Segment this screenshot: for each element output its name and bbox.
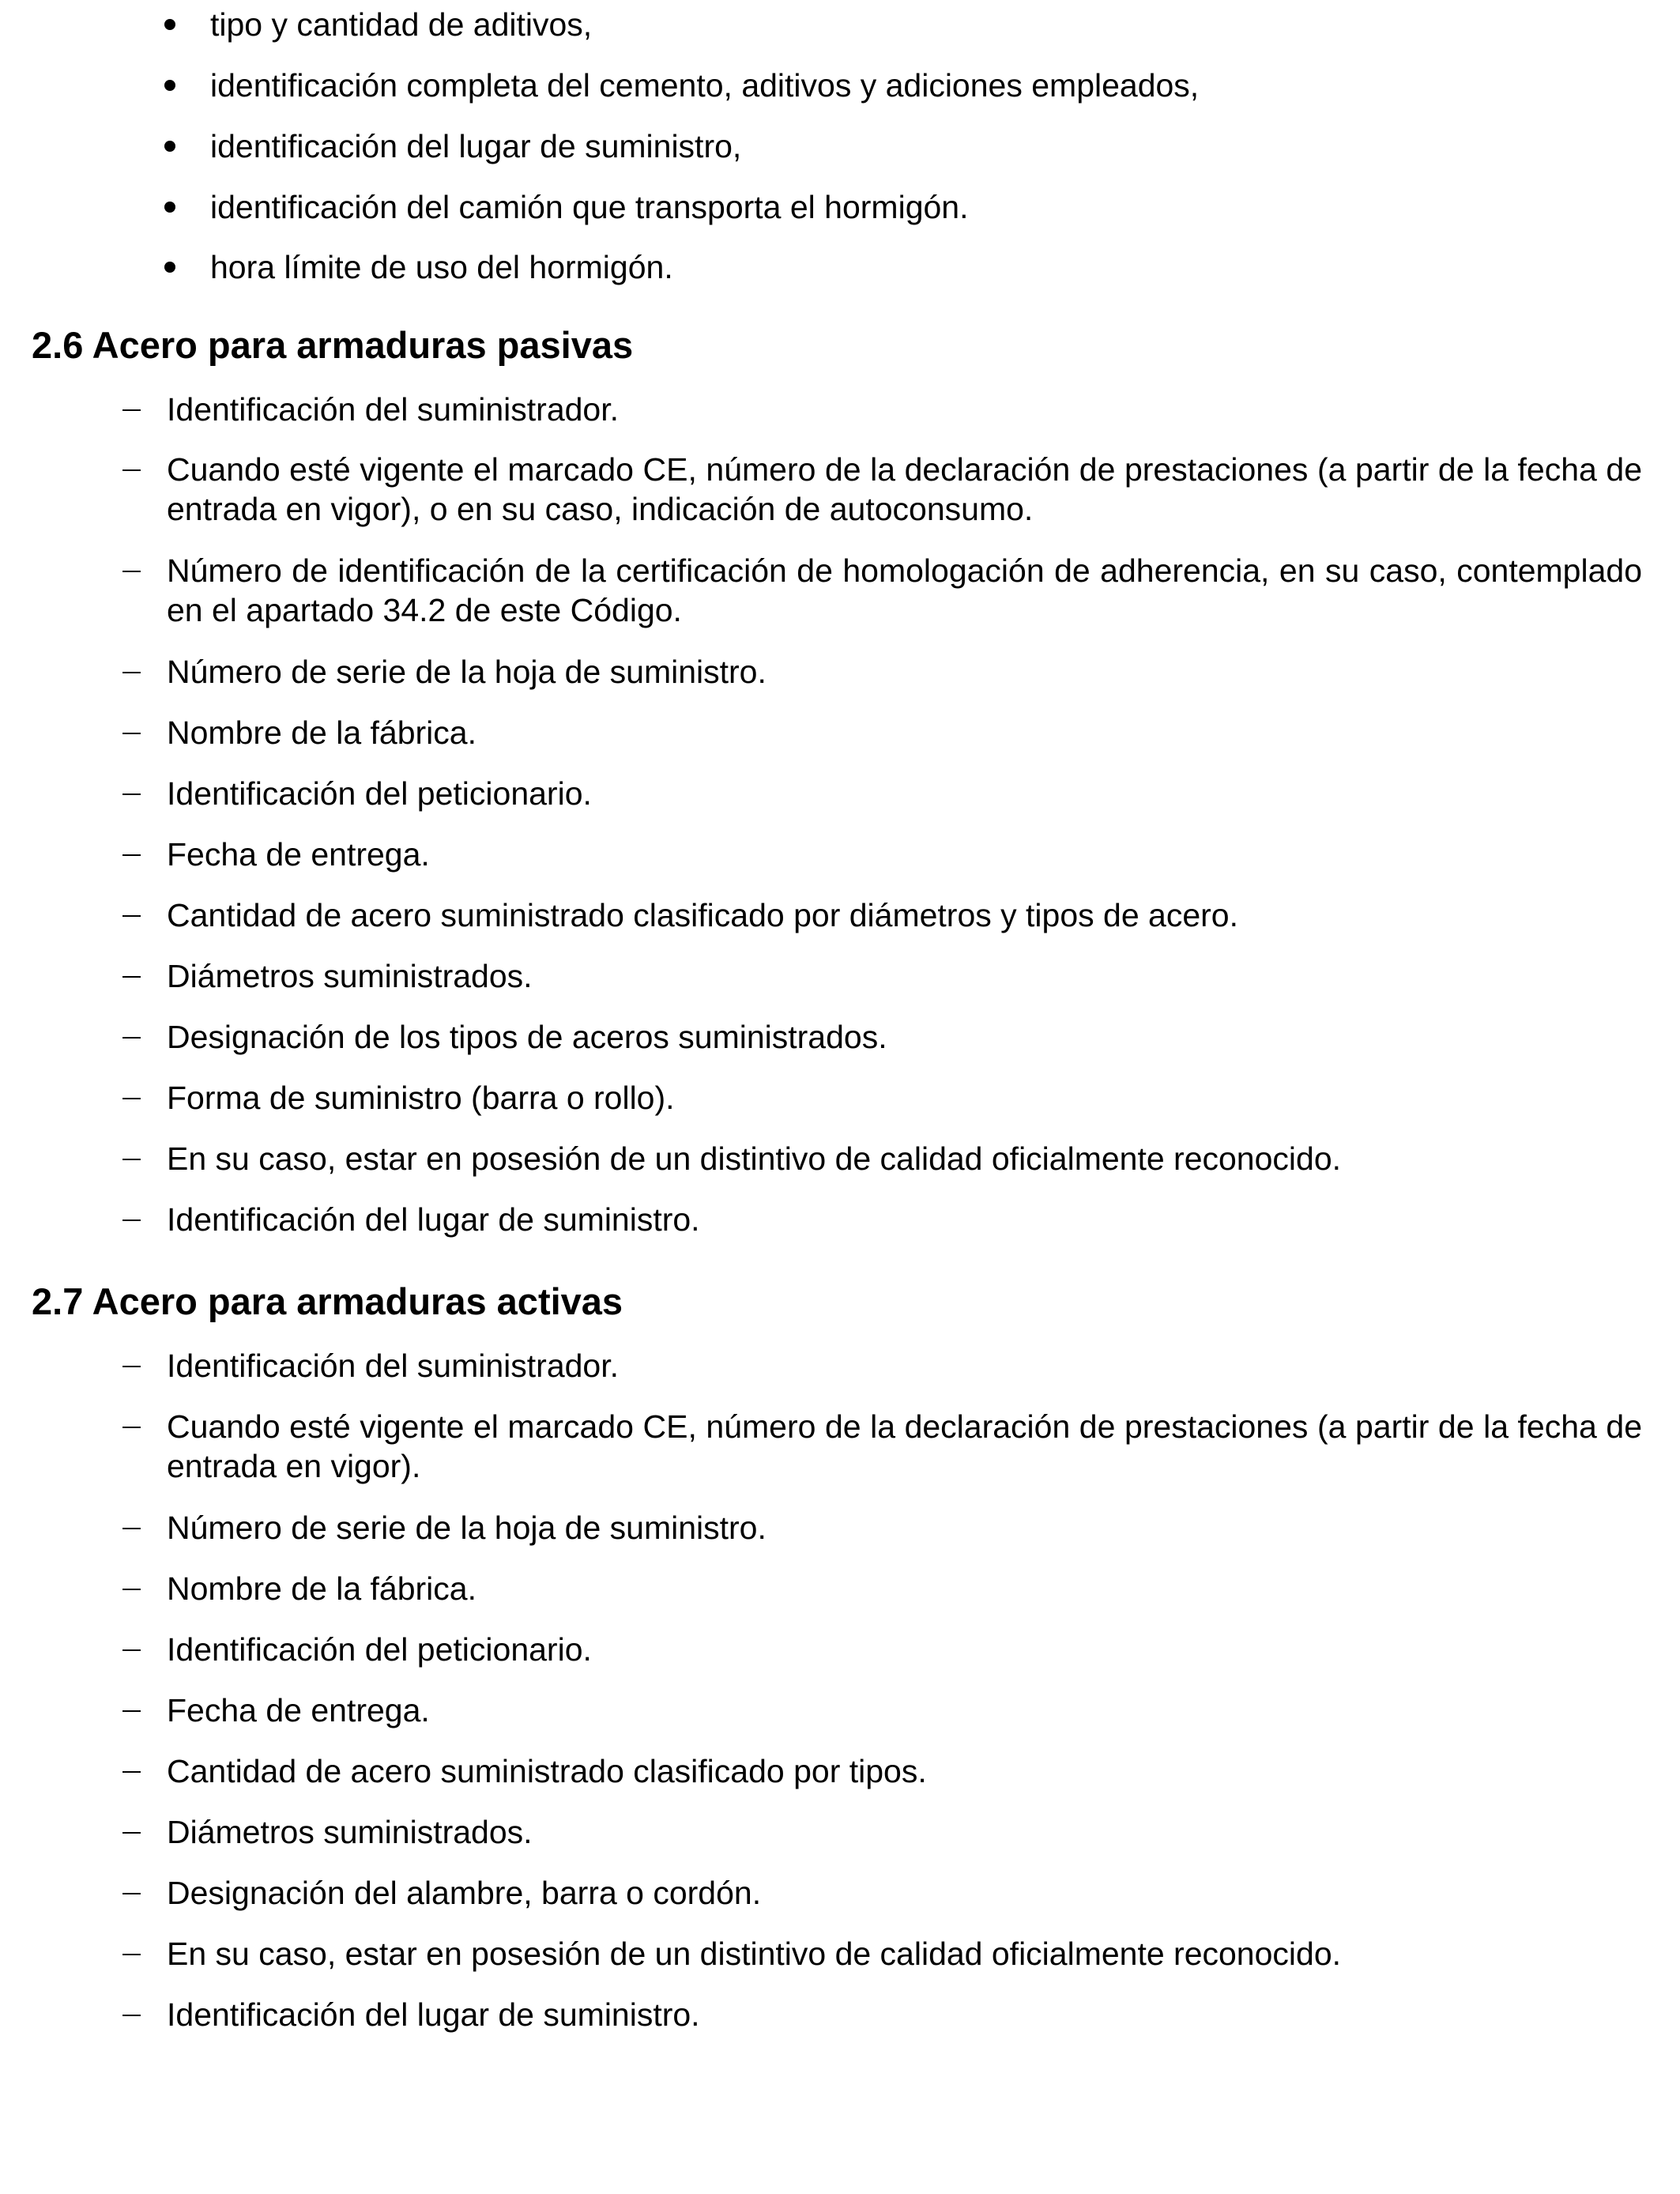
list-item-text: Identificación del lugar de suministro.: [167, 1201, 700, 1238]
dash-icon: [122, 794, 141, 795]
dash-icon: [122, 409, 141, 411]
section-heading: 2.6 Acero para armaduras pasivas: [32, 324, 634, 366]
bullet-icon: [164, 19, 175, 30]
list-item-text: Diámetros suministrados.: [167, 1814, 533, 1850]
list-item-text: En su caso, estar en posesión de un distintivo de calidad oficialmente reconocido.: [167, 1936, 1342, 1972]
dash-icon: [122, 1832, 141, 1834]
dash-icon: [122, 1037, 141, 1039]
dash-icon: [122, 1427, 141, 1428]
list-item-text: identificación completa del cemento, aditivos y adiciones empleados,: [210, 67, 1200, 104]
list-item-text: Identificación del lugar de suministro.: [167, 1996, 700, 2033]
list-item-text: tipo y cantidad de aditivos,: [210, 6, 593, 43]
dash-icon: [122, 1098, 141, 1099]
list-item-text: Designación de los tipos de aceros suministrados.: [167, 1019, 887, 1055]
section-heading: 2.7 Acero para armaduras activas: [32, 1280, 623, 1322]
dash-icon: [122, 915, 141, 917]
dash-icon: [122, 1589, 141, 1590]
dash-icon: [122, 1710, 141, 1712]
list-item-text: Nombre de la fábrica.: [167, 714, 477, 751]
list-item-text: Forma de suministro (barra o rollo).: [167, 1080, 675, 1116]
bullet-icon: [164, 80, 175, 91]
dash-icon: [122, 672, 141, 673]
dash-icon: [122, 976, 141, 978]
dash-icon: [122, 1220, 141, 1221]
dash-icon: [122, 733, 141, 734]
dash-icon: [122, 571, 141, 572]
list-item: [0, 126, 1659, 166]
list-item-text: Designación del alambre, barra o cordón.: [167, 1875, 762, 1911]
list-item-text: hora límite de uso del hormigón.: [210, 249, 673, 285]
list-item-text: Fecha de entrega.: [167, 836, 430, 873]
dash-icon: [122, 1771, 141, 1773]
list-item-text: Identificación del suministrador.: [167, 1348, 620, 1384]
bullet-icon: [164, 262, 175, 273]
list-item: [0, 66, 1659, 105]
bullet-icon: [164, 141, 175, 152]
dash-icon: [122, 2015, 141, 2016]
list-item-text: Número de identificación de la certificación de homologación de adherencia, en su caso, contemplado en el apartado 34.2 de este Código.: [167, 552, 1642, 628]
list-item-text: Identificación del peticionario.: [167, 1631, 592, 1668]
list-item: [0, 247, 1659, 287]
list-item-text: Cuando esté vigente el marcado CE, número de la declaración de prestaciones (a partir de la fecha de entrada en vigor).: [167, 1408, 1642, 1484]
dash-icon: [122, 1893, 141, 1894]
list-item-text: Número de serie de la hoja de suministro.: [167, 654, 767, 690]
list-item-text: Nombre de la fábrica.: [167, 1570, 477, 1607]
list-item-text: Cantidad de acero suministrado clasificado por tipos.: [167, 1753, 927, 1789]
dash-icon: [122, 1528, 141, 1529]
list-item-text: identificación del lugar de suministro,: [210, 128, 742, 164]
dash-icon: [122, 469, 141, 471]
bullet-icon: [164, 202, 175, 213]
list-item-text: Identificación del suministrador.: [167, 391, 620, 428]
list-item-text: En su caso, estar en posesión de un distintivo de calidad oficialmente reconocido.: [167, 1140, 1342, 1177]
list-item-text: Diámetros suministrados.: [167, 958, 533, 994]
list-item-text: Fecha de entrega.: [167, 1692, 430, 1728]
list-item-text: Número de serie de la hoja de suministro.: [167, 1510, 767, 1546]
list-item: [0, 5, 1659, 44]
list-item: [0, 187, 1659, 227]
dash-icon: [122, 1159, 141, 1160]
list-item-text: identificación del camión que transporta el hormigón.: [210, 189, 969, 225]
dash-icon: [122, 1366, 141, 1367]
list-item-text: Cantidad de acero suministrado clasificado por diámetros y tipos de acero.: [167, 897, 1238, 933]
dash-icon: [122, 854, 141, 856]
dash-icon: [122, 1649, 141, 1651]
list-item-text: Cuando esté vigente el marcado CE, número de la declaración de prestaciones (a partir de la fecha de entrada en vigor), o en su caso, indicación de autoconsumo.: [167, 451, 1642, 527]
dash-icon: [122, 1954, 141, 1955]
list-item-text: Identificación del peticionario.: [167, 775, 592, 812]
